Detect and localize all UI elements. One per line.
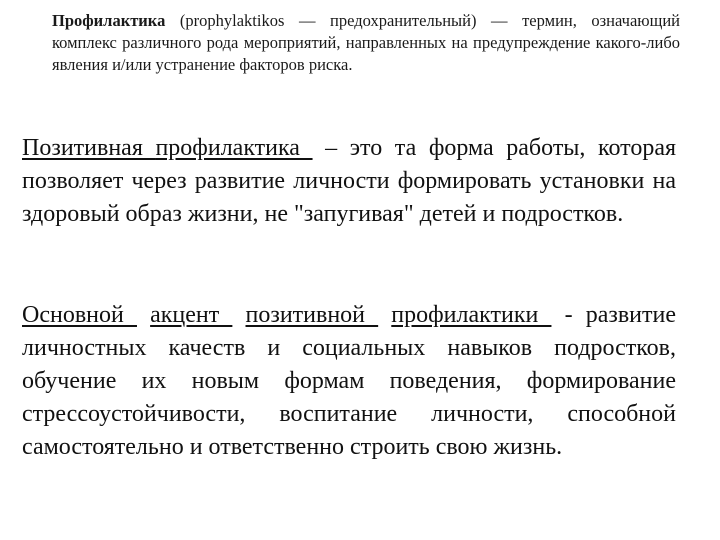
definition-text: (prophylaktikos — предохранительный) — термин, означающий комплекс различного рода мероприятий, направленных на предупреждение какого-либо явления и/или устранение факторов риска.	[52, 11, 680, 74]
positive-prevention-text: – это та форма работы, которая позволяет через развитие личности формировать установки на здоровый образ жизни, не "запугивая" детей и подростков.	[22, 135, 677, 227]
accent-term-word-2: акцент	[150, 302, 233, 328]
main-accent-text: - развитие личностных качеств и социальных навыков подростков, обучение их новым формам поведения, формирование стрессоустойчивости, воспитание личности, способной самостоятельно и ответственно строить свою жизнь.	[22, 302, 676, 460]
accent-term-word-3: позитивной	[245, 302, 379, 328]
definition-paragraph	[52, 10, 680, 76]
main-accent-paragraph	[22, 299, 676, 464]
definition-term: Профилактика	[52, 11, 166, 30]
positive-term-word-2: профилактика	[155, 135, 313, 161]
positive-prevention-paragraph	[22, 132, 676, 231]
accent-term-word-1: Основной	[22, 302, 137, 328]
positive-term-word-1: Позитивная	[22, 135, 156, 161]
accent-term-word-4: профилактики	[391, 302, 552, 328]
